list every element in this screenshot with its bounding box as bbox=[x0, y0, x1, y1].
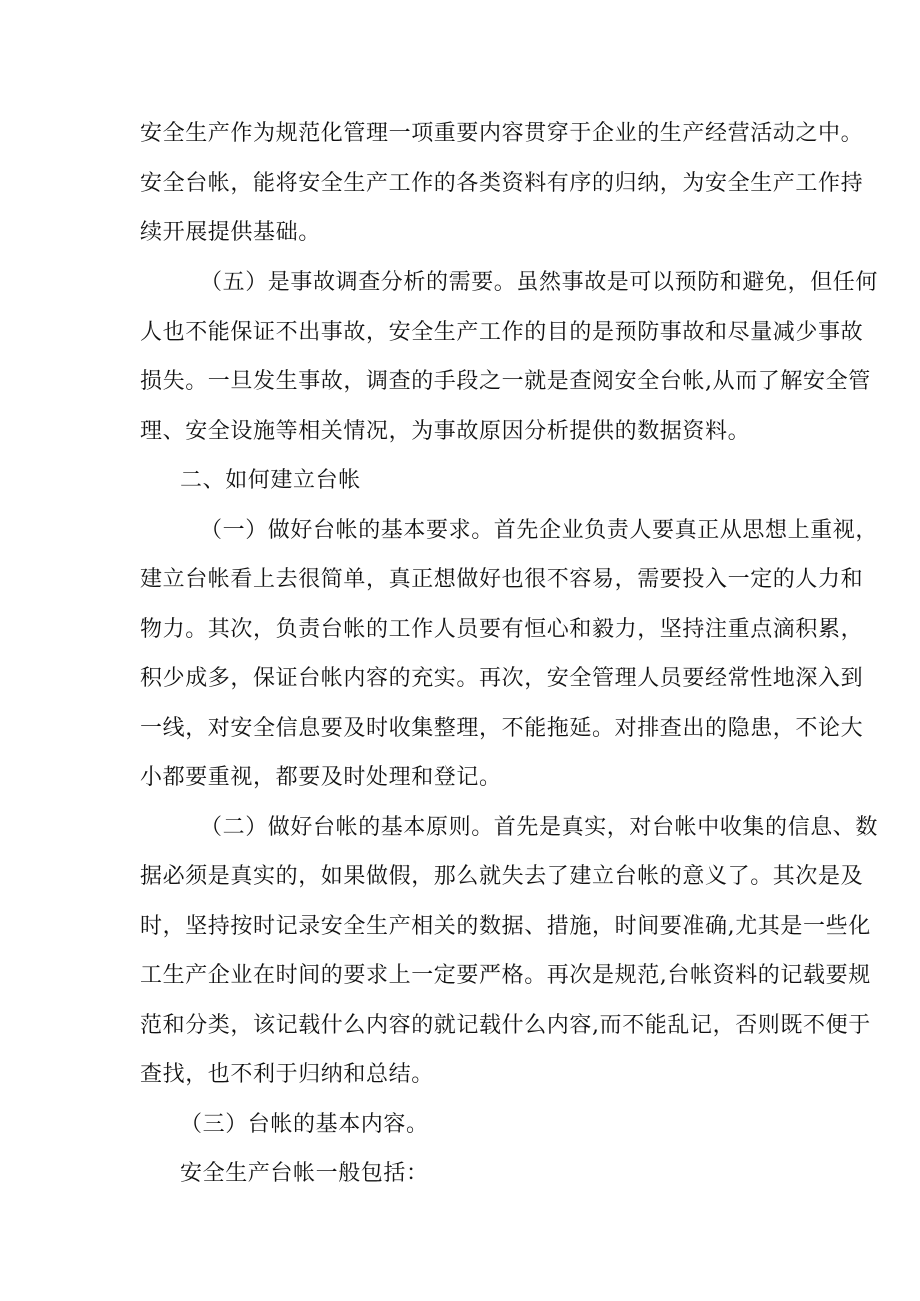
paragraph-line: （二）做好台帐的基本原则。首先是真实，对台帐中收集的信息、数 bbox=[200, 815, 879, 840]
section-heading: 二、如何建立台帐 bbox=[180, 468, 361, 493]
paragraph-line: 工生产企业在时间的要求上一定要严格。再次是规范,台帐资料的记载要规 bbox=[140, 963, 871, 988]
paragraph-line: 物力。其次，负责台帐的工作人员要有恒心和毅力，坚持注重点滴积累， bbox=[140, 617, 864, 642]
paragraph-line: 范和分类，该记载什么内容的就记载什么内容,而不能乱记，否则既不便于 bbox=[140, 1013, 871, 1038]
paragraph-line: 时，坚持按时记录安全生产相关的数据、措施，时间要准确,尤其是一些化 bbox=[140, 914, 871, 939]
paragraph-line: 人也不能保证不出事故，安全生产工作的目的是预防事故和尽量减少事故 bbox=[140, 320, 864, 345]
paragraph-line: 安全台帐，能将安全生产工作的各类资料有序的归纳，为安全生产工作持 bbox=[140, 171, 864, 196]
paragraph-line: 建立台帐看上去很简单，真正想做好也很不容易，需要投入一定的人力和 bbox=[140, 567, 864, 592]
paragraph-line: 查找，也不利于归纳和总结。 bbox=[140, 1062, 434, 1087]
paragraph-line: 安全生产作为规范化管理一项重要内容贯穿于企业的生产经营活动之中。 bbox=[140, 121, 864, 146]
paragraph-line: （五）是事故调查分析的需要。虽然事故是可以预防和避免，但任何 bbox=[200, 270, 879, 295]
paragraph-line: 一线，对安全信息要及时收集整理，不能拖延。对排查出的隐患，不论大 bbox=[140, 716, 864, 741]
paragraph-line: 小都要重视，都要及时处理和登记。 bbox=[140, 765, 502, 790]
section-heading: （三）台帐的基本内容。 bbox=[180, 1112, 429, 1137]
paragraph-line: 损失。一旦发生事故，调查的手段之一就是查阅安全台帐,从而了解安全管 bbox=[140, 369, 871, 394]
paragraph-line: 续开展提供基础。 bbox=[140, 220, 321, 245]
paragraph-line: 积少成多，保证台帐内容的充实。再次，安全管理人员要经常性地深入到 bbox=[140, 666, 864, 691]
paragraph-line: 安全生产台帐一般包括： bbox=[180, 1161, 429, 1186]
paragraph-line: 理、安全设施等相关情况，为事故原因分析提供的数据资料。 bbox=[140, 419, 751, 444]
paragraph-line: （一）做好台帐的基本要求。首先企业负责人要真正从思想上重视， bbox=[200, 518, 879, 543]
paragraph-line: 据必须是真实的，如果做假，那么就失去了建立台帐的意义了。其次是及 bbox=[140, 864, 864, 889]
